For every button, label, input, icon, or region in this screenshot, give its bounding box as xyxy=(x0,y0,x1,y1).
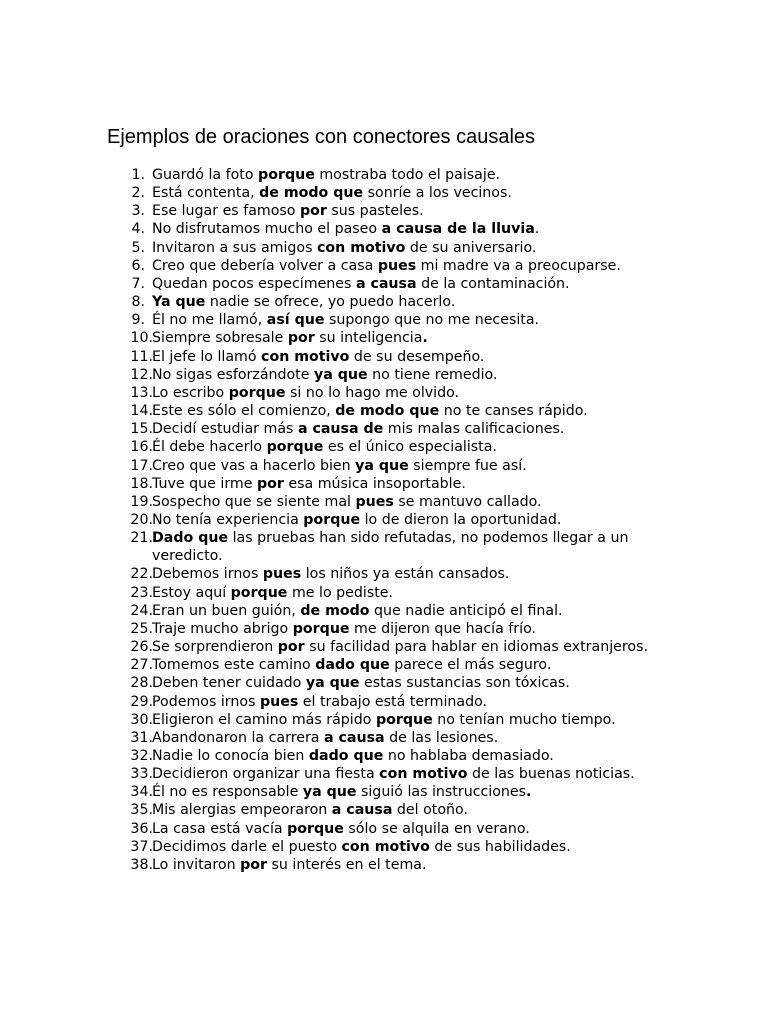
sentence-fragment: del otoño. xyxy=(392,802,468,819)
causal-connector: dado que xyxy=(308,748,384,764)
causal-connector: por xyxy=(256,475,284,492)
list-item-text xyxy=(152,203,424,219)
examples-list xyxy=(116,166,676,874)
list-item xyxy=(116,783,676,801)
list-item-text xyxy=(152,621,536,637)
sentence-fragment: Está contenta, xyxy=(152,185,260,202)
list-item-text xyxy=(152,185,512,201)
sentence-fragment: Se sorprendieron xyxy=(152,639,278,656)
sentence-fragment: Él no es responsable xyxy=(152,784,303,801)
sentence-fragment: Nadie lo conocía bien xyxy=(152,748,309,764)
list-item xyxy=(116,729,676,747)
sentence-fragment: Invitaron a sus amigos xyxy=(152,239,318,256)
sentence-fragment: Creo que vas a hacerlo bien xyxy=(152,457,356,474)
causal-connector: ya que xyxy=(314,366,368,383)
list-item xyxy=(116,674,676,692)
sentence-fragment: estas sustancias son tóxicas. xyxy=(359,675,570,692)
sentence-fragment: se mantuvo callado. xyxy=(393,493,542,510)
causal-connector: dado que xyxy=(315,657,390,674)
list-item-text xyxy=(152,766,635,782)
sentence-fragment: su interés en el tema. xyxy=(266,856,427,873)
list-item-text xyxy=(152,694,487,710)
list-item-number: 33. xyxy=(130,766,153,783)
causal-connector: con motivo xyxy=(261,348,350,365)
causal-connector: a causa de la lluvia xyxy=(381,221,535,238)
sentence-fragment: Él no me llamó, xyxy=(152,312,267,329)
list-item xyxy=(116,402,676,420)
list-item-number: 28. xyxy=(130,675,153,692)
sentence-fragment: Guardó la foto xyxy=(152,167,259,183)
sentence-fragment: Quedan pocos especímenes xyxy=(152,275,356,292)
list-item-text xyxy=(152,566,509,582)
sentence-fragment: de la contaminación. xyxy=(416,275,570,292)
list-item-text xyxy=(152,821,530,837)
causal-connector: porque xyxy=(266,439,324,456)
list-item-number: 16. xyxy=(130,439,153,456)
list-item xyxy=(116,801,676,819)
causal-connector: pues xyxy=(355,493,394,510)
list-item-text xyxy=(152,603,563,619)
list-item-number: 11. xyxy=(130,348,153,365)
list-item xyxy=(116,202,676,220)
list-item xyxy=(116,493,676,511)
list-item-text xyxy=(152,240,536,256)
causal-connector: porque xyxy=(287,820,344,837)
sentence-fragment: No tenía experiencia xyxy=(152,511,304,528)
list-item-text xyxy=(152,367,497,383)
list-item-number: 32. xyxy=(130,748,153,764)
causal-connector: de modo que xyxy=(259,185,364,202)
list-item-number: 22. xyxy=(130,566,153,583)
list-item-text xyxy=(152,294,455,310)
sentence-fragment: No disfrutamos mucho el paseo xyxy=(152,221,382,238)
sentence-fragment: el trabajo está terminado. xyxy=(298,693,488,710)
list-item-number: 14. xyxy=(130,403,153,420)
list-item xyxy=(116,275,676,293)
list-item-number: 18. xyxy=(130,475,153,492)
sentence-fragment: Eran un buen guión, xyxy=(152,602,301,619)
causal-connector: ya que xyxy=(302,784,357,801)
sentence-fragment: de su aniversario. xyxy=(405,239,537,256)
sentence-fragment: de sus habilidades. xyxy=(429,838,571,855)
causal-connector: . xyxy=(422,330,428,347)
list-item-text xyxy=(152,530,628,564)
list-item xyxy=(116,384,676,402)
sentence-fragment: no tiene remedio. xyxy=(367,366,498,383)
list-item-number: 31. xyxy=(130,729,153,746)
causal-connector: por xyxy=(299,203,327,220)
sentence-fragment: Deben tener cuidado xyxy=(152,675,306,692)
list-item-number: 24. xyxy=(130,602,153,619)
sentence-fragment: Este es sólo el comienzo, xyxy=(152,403,336,420)
list-item-number: 2. xyxy=(131,185,145,202)
causal-connector: porque xyxy=(375,711,433,728)
list-item xyxy=(116,747,676,765)
causal-connector: a causa xyxy=(355,275,417,292)
list-item xyxy=(116,420,676,438)
list-item xyxy=(116,311,676,329)
list-item xyxy=(116,329,676,347)
list-item-number: 25. xyxy=(130,620,153,637)
list-item-number: 10. xyxy=(130,330,153,347)
sentence-fragment: La casa está vacía xyxy=(152,820,288,837)
list-item xyxy=(116,366,676,384)
list-item-number: 23. xyxy=(130,584,153,601)
causal-connector: pues xyxy=(377,257,417,274)
list-item-text xyxy=(152,730,498,746)
causal-connector: pues xyxy=(259,693,299,710)
sentence-fragment: no hablaba demasiado. xyxy=(383,748,554,764)
sentence-fragment: parece el más seguro. xyxy=(389,657,552,674)
list-item-text xyxy=(152,784,531,800)
sentence-fragment: Debemos irnos xyxy=(152,566,263,583)
list-item xyxy=(116,565,676,583)
causal-connector: así que xyxy=(266,312,325,329)
list-item xyxy=(116,838,676,856)
list-item xyxy=(116,239,676,257)
causal-connector: de modo que xyxy=(335,403,440,420)
list-item-text xyxy=(152,439,497,455)
causal-connector: porque xyxy=(228,384,286,401)
list-item-number: 8. xyxy=(131,294,145,311)
sentence-fragment: El jefe lo llamó xyxy=(152,348,262,365)
list-item xyxy=(116,693,676,711)
sentence-fragment: Abandonaron la carrera xyxy=(152,729,324,746)
list-item-text xyxy=(152,585,393,601)
list-item xyxy=(116,584,676,602)
causal-connector: porque xyxy=(292,620,350,637)
list-item xyxy=(116,656,676,674)
sentence-fragment: no tenían mucho tiempo. xyxy=(432,711,616,728)
sentence-fragment: Tuve que irme xyxy=(152,475,257,492)
list-item xyxy=(116,820,676,838)
list-item-text xyxy=(152,349,484,365)
sentence-fragment: me dijeron que hacía frío. xyxy=(349,620,537,637)
list-item-text xyxy=(152,802,468,818)
list-item-number: 15. xyxy=(130,421,153,438)
list-item-text xyxy=(152,712,616,728)
causal-connector: por xyxy=(240,856,267,873)
list-item-number: 6. xyxy=(131,257,145,274)
causal-connector: ya que xyxy=(305,675,360,692)
sentence-fragment: Decidimos darle el puesto xyxy=(152,838,342,855)
list-item xyxy=(116,529,676,565)
sentence-fragment: Decidieron organizar una fiesta xyxy=(152,766,380,783)
list-item-text xyxy=(152,258,621,274)
list-item xyxy=(116,348,676,366)
list-item-text xyxy=(152,312,539,328)
causal-connector: porque xyxy=(230,584,288,601)
causal-connector: porque xyxy=(303,511,361,528)
list-item xyxy=(116,602,676,620)
list-item-text xyxy=(152,385,459,401)
sentence-fragment: no te canses rápido. xyxy=(439,403,588,420)
list-item-number: 4. xyxy=(131,221,145,238)
sentence-fragment: Eligieron el camino más rápido xyxy=(152,711,376,728)
list-item-number: 21. xyxy=(130,530,153,547)
list-item-number: 17. xyxy=(130,457,153,474)
list-item-number: 35. xyxy=(130,802,153,819)
list-item-number: 34. xyxy=(130,784,153,801)
sentence-fragment: supongo que no me necesita. xyxy=(324,312,540,329)
sentence-fragment: de las lesiones. xyxy=(384,729,499,746)
sentence-fragment: sus pasteles. xyxy=(326,203,424,220)
sentence-fragment: si no lo hago me olvido. xyxy=(285,384,460,401)
sentence-fragment: de su desempeño. xyxy=(349,348,485,365)
list-item-number: 37. xyxy=(130,838,153,855)
sentence-fragment: Siempre sobresale xyxy=(152,330,288,347)
sentence-fragment: Él debe hacerlo xyxy=(152,439,267,456)
list-item-number: 27. xyxy=(130,657,153,674)
list-item xyxy=(116,184,676,202)
list-item-number: 20. xyxy=(130,511,153,528)
sentence-fragment: me lo pediste. xyxy=(287,584,394,601)
list-item xyxy=(116,620,676,638)
causal-connector: por xyxy=(287,330,315,347)
list-item-text xyxy=(152,639,648,655)
sentence-fragment: Ese lugar es famoso xyxy=(152,203,300,220)
list-item-text xyxy=(152,476,466,492)
list-item-number: 38. xyxy=(130,856,153,873)
sentence-fragment: que nadie anticipó el final. xyxy=(369,602,563,619)
causal-connector: con motivo xyxy=(341,838,430,855)
list-item-text xyxy=(152,403,588,419)
list-item xyxy=(116,475,676,493)
list-item xyxy=(116,166,676,184)
causal-connector: Dado que xyxy=(152,530,229,547)
sentence-fragment: esa música insoportable. xyxy=(283,475,466,492)
list-item-text xyxy=(152,675,570,691)
sentence-fragment: es el único especialista. xyxy=(323,439,497,456)
sentence-fragment: Tomemos este camino xyxy=(152,657,316,674)
list-item xyxy=(116,638,676,656)
sentence-fragment: Sospecho que se siente mal xyxy=(152,493,356,510)
sentence-fragment: Traje mucho abrigo xyxy=(152,620,293,637)
sentence-fragment: sonríe a los vecinos. xyxy=(363,185,512,202)
sentence-fragment: . xyxy=(534,221,540,238)
sentence-fragment: mi madre va a preocuparse. xyxy=(416,257,621,274)
causal-connector: a causa xyxy=(331,802,393,819)
list-item-number: 26. xyxy=(130,639,153,656)
sentence-fragment: de las buenas noticias. xyxy=(467,766,635,783)
list-item-text xyxy=(152,421,564,437)
causal-connector: pues xyxy=(262,566,302,583)
list-item-text xyxy=(152,167,500,183)
list-item-text xyxy=(152,657,551,673)
list-item-number: 29. xyxy=(130,693,153,710)
sentence-fragment: Decidí estudiar más xyxy=(152,421,298,438)
causal-connector: Ya que xyxy=(152,294,206,311)
list-item-text xyxy=(152,857,427,873)
list-item-text xyxy=(152,221,539,237)
sentence-fragment: siempre fue así. xyxy=(408,457,527,474)
sentence-fragment: las pruebas han sido refutadas, no podemos llegar a un veredicto. xyxy=(152,530,629,565)
list-item xyxy=(116,511,676,529)
causal-connector: a causa xyxy=(323,729,385,746)
sentence-fragment: lo de dieron la oportunidad. xyxy=(360,511,562,528)
causal-connector: . xyxy=(526,784,532,801)
list-item xyxy=(116,438,676,456)
list-item-text xyxy=(152,494,542,510)
sentence-fragment: No sigas esforzándote xyxy=(152,366,314,383)
sentence-fragment: Podemos irnos xyxy=(152,693,260,710)
list-item-text xyxy=(152,839,571,855)
sentence-fragment: Mis alergias empeoraron xyxy=(152,802,332,819)
sentence-fragment: su inteligencia xyxy=(314,330,423,347)
sentence-fragment: sólo se alquila en verano. xyxy=(343,820,530,837)
sentence-fragment: su facilidad para hablar en idiomas extranjeros. xyxy=(304,639,648,656)
list-item-number: 19. xyxy=(130,493,153,510)
list-item xyxy=(116,856,676,874)
list-item-text xyxy=(152,512,561,528)
list-item-text xyxy=(152,330,428,346)
list-item xyxy=(116,293,676,311)
list-item xyxy=(116,220,676,238)
list-item-text xyxy=(152,748,554,764)
page-title: Ejemplos de oraciones con conectores causales xyxy=(107,126,536,148)
sentence-fragment: nadie se ofrece, yo puedo hacerlo. xyxy=(205,294,456,311)
list-item-text xyxy=(152,276,570,292)
causal-connector: por xyxy=(277,639,305,656)
list-item xyxy=(116,257,676,275)
list-item-number: 1. xyxy=(131,167,145,183)
sentence-fragment: los niños ya están cansados. xyxy=(301,566,510,583)
list-item-number: 30. xyxy=(130,711,153,728)
list-item xyxy=(116,765,676,783)
list-item xyxy=(116,457,676,475)
list-item-number: 5. xyxy=(131,239,145,256)
list-item-number: 13. xyxy=(130,384,153,401)
sentence-fragment: Estoy aquí xyxy=(152,584,231,601)
sentence-fragment: Lo invitaron xyxy=(152,856,241,873)
sentence-fragment: mostraba todo el paisaje. xyxy=(314,167,501,183)
causal-connector: con motivo xyxy=(379,766,468,783)
sentence-fragment: Creo que debería volver a casa xyxy=(152,257,378,274)
causal-connector: de modo xyxy=(300,602,370,619)
sentence-fragment: siguió las instrucciones xyxy=(356,784,527,801)
causal-connector: porque xyxy=(258,167,315,183)
list-item-number: 12. xyxy=(130,366,153,383)
sentence-fragment: Lo escribo xyxy=(152,384,229,401)
causal-connector: ya que xyxy=(355,457,409,474)
list-item-number: 36. xyxy=(130,820,153,837)
causal-connector: con motivo xyxy=(317,239,406,256)
list-item-text xyxy=(152,458,527,474)
list-item xyxy=(116,711,676,729)
sentence-fragment: mis malas calificaciones. xyxy=(383,421,565,438)
list-item-number: 9. xyxy=(131,312,145,329)
list-item-number: 3. xyxy=(131,203,145,220)
list-item-number: 7. xyxy=(131,275,145,292)
causal-connector: a causa de xyxy=(297,421,384,438)
